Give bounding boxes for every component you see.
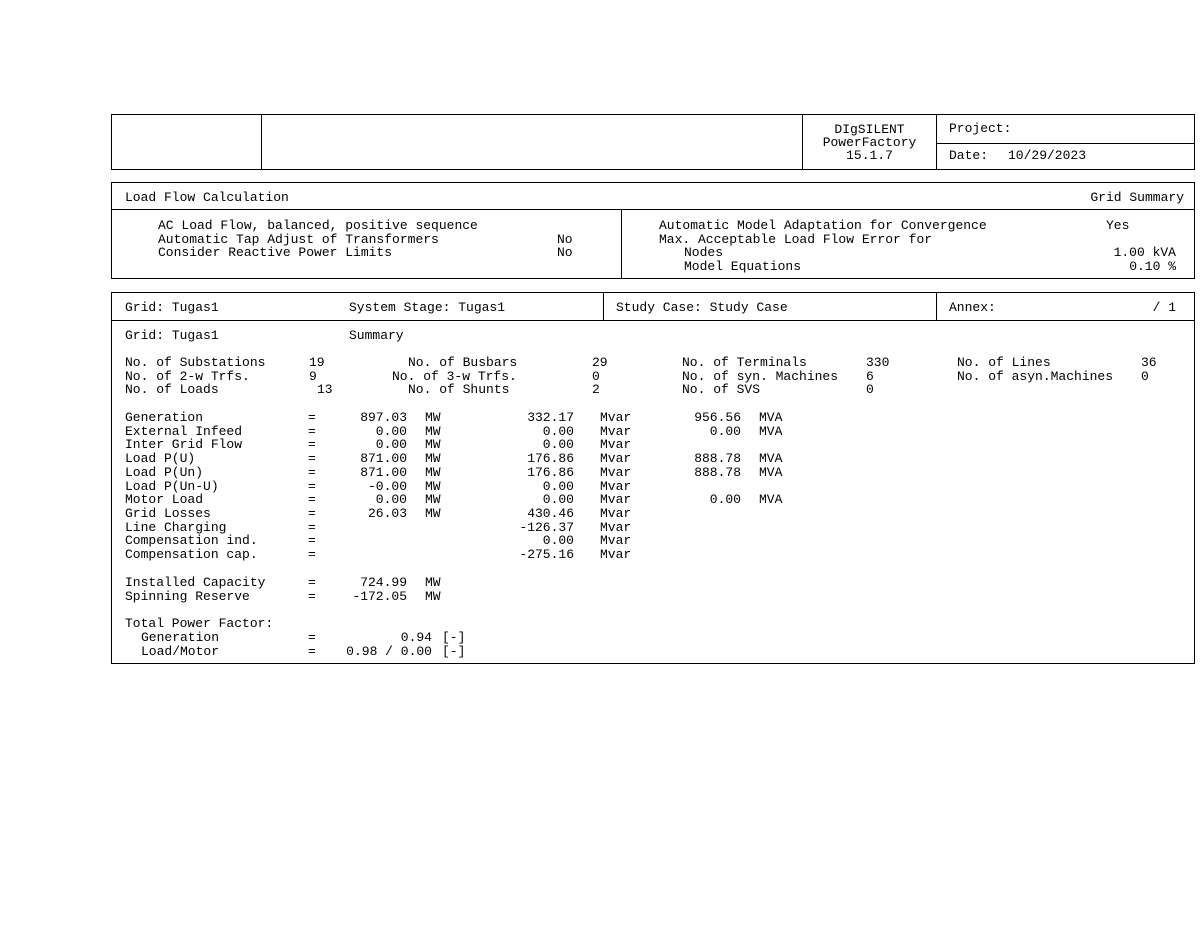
p-unit: MW <box>425 505 441 521</box>
software-name: DIgSILENT <box>834 122 905 137</box>
row-equals: = <box>308 505 316 521</box>
row-equals: = <box>308 547 316 562</box>
q-unit: Mvar <box>600 478 632 494</box>
calculation-title: Load Flow Calculation <box>125 190 289 205</box>
capacity-unit: MW <box>425 588 441 604</box>
capacity-equals: = <box>308 588 316 604</box>
count-value: 29 <box>592 355 608 370</box>
p-unit: MW <box>425 410 441 425</box>
nodes-label: Nodes <box>684 245 724 260</box>
row-label: Load P(U) <box>125 451 196 467</box>
software-product: PowerFactory <box>822 135 917 150</box>
row-label: Load P(Un-U) <box>125 478 219 494</box>
pf-unit: [-] <box>442 630 466 645</box>
row-label: Generation <box>125 410 204 425</box>
row-equals: = <box>308 533 316 549</box>
p-value: 897.03 <box>360 410 407 425</box>
p-unit: MW <box>425 423 441 439</box>
info-grid: Grid: Tugas1 <box>125 300 219 315</box>
count-label: No. of 2-w Trfs. <box>125 369 250 384</box>
p-unit: MW <box>425 478 441 494</box>
q-value: 0.00 <box>542 492 574 508</box>
q-unit: Mvar <box>600 533 632 549</box>
option-label: Consider Reactive Power Limits <box>158 245 393 260</box>
summary-label: Summary <box>349 328 404 343</box>
count-value: 0 <box>866 382 874 397</box>
p-value: 871.00 <box>360 464 407 480</box>
option-value: No <box>557 232 573 247</box>
project-label: Project: <box>949 121 1012 136</box>
q-value: 0.00 <box>542 437 574 453</box>
count-label: No. of Shunts <box>408 382 510 397</box>
row-label: Line Charging <box>125 519 227 535</box>
capacity-value: -172.05 <box>352 588 407 604</box>
row-equals: = <box>308 464 316 480</box>
pf-value: 0.94 <box>400 630 432 645</box>
software-version: 15.1.7 <box>846 148 893 163</box>
count-value: 6 <box>866 369 874 384</box>
s-unit: MVA <box>759 492 783 508</box>
q-value: -126.37 <box>519 519 574 535</box>
q-value: 176.86 <box>527 451 574 467</box>
date-value: 10/29/2023 <box>1008 148 1087 163</box>
s-unit: MVA <box>759 423 783 439</box>
row-label: Grid Losses <box>125 505 211 521</box>
count-label: No. of Substations <box>125 355 266 370</box>
capacity-equals: = <box>308 575 316 590</box>
count-value: 330 <box>866 355 890 370</box>
count-label: No. of Terminals <box>682 355 807 370</box>
capacity-value: 724.99 <box>360 575 407 590</box>
pf-label: Generation <box>141 630 220 645</box>
row-label: Inter Grid Flow <box>125 437 243 453</box>
count-label: No. of SVS <box>682 382 761 397</box>
row-equals: = <box>308 437 316 453</box>
calculation-settings <box>111 182 1195 279</box>
info-system-stage: System Stage: Tugas1 <box>349 300 506 315</box>
q-unit: Mvar <box>600 519 632 535</box>
date-label: Date: <box>949 148 989 163</box>
q-unit: Mvar <box>600 423 632 439</box>
q-value: 0.00 <box>542 533 574 549</box>
p-unit: MW <box>425 437 441 453</box>
row-equals: = <box>308 519 316 535</box>
row-equals: = <box>308 423 316 439</box>
count-value: 9 <box>309 369 317 384</box>
p-value: 0.00 <box>375 423 407 439</box>
nodes-value: 1.00 kVA <box>1113 245 1176 260</box>
count-label: No. of asyn.Machines <box>957 369 1114 384</box>
capacity-label: Spinning Reserve <box>125 588 250 604</box>
row-label: Motor Load <box>125 492 204 508</box>
option-label: Automatic Tap Adjust of Transformers <box>158 232 439 247</box>
count-value: 0 <box>592 369 600 384</box>
p-value: 0.00 <box>375 492 407 508</box>
count-label: No. of Busbars <box>408 355 518 370</box>
q-value: 332.17 <box>527 410 574 425</box>
annex-label: Annex: <box>949 300 996 315</box>
row-label: External Infeed <box>125 423 243 439</box>
s-unit: MVA <box>759 451 783 467</box>
count-value: 2 <box>592 382 600 397</box>
pf-equals: = <box>308 643 316 659</box>
pf-value: 0.98 / 0.00 <box>346 643 432 659</box>
row-equals: = <box>308 478 316 494</box>
capacity-label: Installed Capacity <box>125 575 266 590</box>
row-equals: = <box>308 410 316 425</box>
capacity-unit: MW <box>425 575 441 590</box>
s-value: 0.00 <box>709 492 741 508</box>
p-unit: MW <box>425 451 441 467</box>
p-value: 871.00 <box>360 451 407 467</box>
report-type: Grid Summary <box>1090 190 1184 205</box>
adaptation-value: Yes <box>1106 218 1130 233</box>
q-value: 0.00 <box>542 423 574 439</box>
count-label: No. of 3-w Trfs. <box>392 369 517 384</box>
q-unit: Mvar <box>600 505 632 521</box>
row-label: Compensation cap. <box>125 547 258 562</box>
report-header <box>111 114 1195 170</box>
q-unit: Mvar <box>600 410 632 425</box>
error-label: Max. Acceptable Load Flow Error for <box>659 232 933 247</box>
p-value: 0.00 <box>375 437 407 453</box>
option-value: No <box>557 245 573 260</box>
q-value: -275.16 <box>519 547 574 562</box>
p-unit: MW <box>425 464 441 480</box>
p-value: -0.00 <box>367 478 407 494</box>
q-unit: Mvar <box>600 492 632 508</box>
info-study-case: Study Case: Study Case <box>616 300 788 315</box>
pf-label: Load/Motor <box>141 643 220 659</box>
adaptation-label: Automatic Model Adaptation for Convergence <box>659 218 987 233</box>
q-unit: Mvar <box>600 437 632 453</box>
pf-unit: [-] <box>442 643 466 659</box>
count-value: 19 <box>309 355 325 370</box>
s-value: 956.56 <box>694 410 741 425</box>
q-unit: Mvar <box>600 451 632 467</box>
summary-grid: Grid: Tugas1 <box>125 328 219 343</box>
count-label: No. of Lines <box>957 355 1051 370</box>
q-value: 430.46 <box>527 505 574 521</box>
model-equations-label: Model Equations <box>684 259 802 274</box>
row-equals: = <box>308 492 316 508</box>
count-value: 36 <box>1141 355 1157 370</box>
s-value: 888.78 <box>694 451 741 467</box>
p-unit: MW <box>425 492 441 508</box>
row-label: Compensation ind. <box>125 533 258 549</box>
model-equations-value: 0.10 % <box>1129 259 1176 274</box>
count-value: 0 <box>1141 369 1149 384</box>
power-factor-title: Total Power Factor: <box>125 616 274 631</box>
q-value: 176.86 <box>527 464 574 480</box>
s-unit: MVA <box>759 464 783 480</box>
count-label: No. of Loads <box>125 382 219 397</box>
row-label: Load P(Un) <box>125 464 204 480</box>
q-unit: Mvar <box>600 547 632 562</box>
count-label: No. of syn. Machines <box>682 369 839 384</box>
s-value: 888.78 <box>694 464 741 480</box>
q-unit: Mvar <box>600 464 632 480</box>
q-value: 0.00 <box>542 478 574 494</box>
grid-summary <box>111 292 1195 664</box>
annex-value: / 1 <box>1152 300 1176 315</box>
pf-equals: = <box>308 630 316 645</box>
p-value: 26.03 <box>367 505 407 521</box>
option-label: AC Load Flow, balanced, positive sequence <box>158 218 478 233</box>
s-value: 0.00 <box>709 423 741 439</box>
row-equals: = <box>308 451 316 467</box>
s-unit: MVA <box>759 410 783 425</box>
count-value: 13 <box>317 382 333 397</box>
